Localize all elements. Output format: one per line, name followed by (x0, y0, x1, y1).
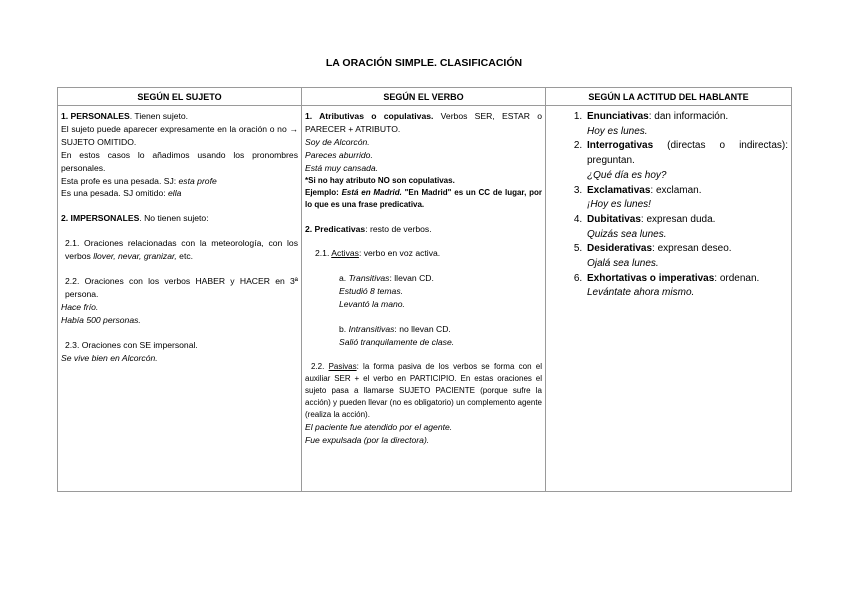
actitud-item (585, 242, 788, 271)
personales-heading: 1. PERSONALES. Tienen sujeto. (61, 111, 189, 121)
actitud-item-description: : ordenan. (714, 272, 760, 284)
atributivas-example-1: Soy de Alcorcón. (305, 136, 370, 147)
actitud-item (585, 184, 788, 213)
copulativas-note-example: Ejemplo: Está en Madrid. "En Madrid" es un CC de lugar, por lo que es una frase predicativa. (305, 187, 542, 209)
transitivas-heading: a. Transitivas: llevan CD. (339, 273, 434, 284)
actitud-item-type: Exhortativas o imperativas (587, 272, 715, 284)
actitud-item-type: Enunciativas (587, 111, 649, 122)
atributivas-heading: 1. Atributivas o copulativas. Verbos SER, ESTAR o PARECER + ATRIBUTO. (305, 111, 542, 134)
personales-example-1: Esta profe es una pesada. SJ: esta profe (61, 175, 217, 186)
actitud-item-description: : expresan deseo. (652, 243, 732, 255)
activas-heading: 2.1. Activas: verbo en voz activa. (315, 248, 441, 259)
actitud-item (585, 139, 788, 183)
actitud-item-type: Desiderativas (587, 243, 653, 255)
actitud-item-description: : dan información. (648, 111, 729, 122)
actitud-item-description: (directas o indirectas): preguntan. (587, 140, 788, 167)
actitud-item-example: Levántate ahora mismo. (587, 287, 695, 299)
actitud-item-example: ¿Qué día es hoy? (587, 169, 667, 181)
copulativas-note: *Si no hay atributo NO son copulativas. (305, 175, 455, 185)
impersonales-2-2-example-2: Había 500 personas. (61, 314, 141, 325)
actitud-item (585, 213, 788, 242)
pasivas-example-1: El paciente fue atendido por el agente. (305, 421, 453, 432)
content-row (58, 106, 792, 492)
personales-text-1: El sujeto puede aparecer expresamente en la oración o no → SUJETO OMITIDO. (61, 123, 298, 147)
actitud-item-type: Interrogativas (587, 140, 654, 152)
actitud-item-example: Hoy es lunes. (587, 125, 648, 137)
transitivas-example-2: Levantó la mano. (339, 299, 405, 310)
page-title: LA ORACIÓN SIMPLE. CLASIFICACIÓN (325, 57, 523, 69)
predicativas-heading: 2. Predicativas: resto de verbos. (305, 223, 432, 234)
classification-table (57, 87, 792, 492)
cell-actitud (546, 106, 792, 492)
transitivas-example-1: Estudió 8 temas. (339, 286, 404, 297)
cell-verbo (302, 106, 546, 492)
personales-text-2: En estos casos lo añadimos usando los pronombres personales. (61, 149, 298, 173)
actitud-item-example: ¡Hoy es lunes! (587, 199, 651, 211)
impersonales-heading: 2. IMPERSONALES. No tienen sujeto: (61, 213, 209, 224)
header-actitud: SEGÚN LA ACTITUD DEL HABLANTE (546, 88, 792, 106)
impersonales-2-3-example: Se vive bien en Alcorcón. (61, 352, 158, 363)
intransitivas-example: Salió tranquilamente de clase. (339, 336, 455, 347)
impersonales-2-2: 2.2. Oraciones con los verbos HABER y HACER en 3ª persona. (65, 276, 298, 299)
header-sujeto: SEGÚN EL SUJETO (58, 88, 302, 106)
pasivas-example-2: Fue expulsada (por la directora). (305, 434, 430, 445)
actitud-item (585, 272, 788, 301)
atributivas-example-2: Pareces aburrido. (305, 149, 373, 160)
intransitivas-heading: b. Intransitivas: no llevan CD. (339, 324, 451, 335)
actitud-item-example: Quizás sea lunes. (587, 228, 667, 240)
actitud-item-description: : exclaman. (650, 184, 702, 196)
pasivas-text: 2.2. Pasivas: la forma pasiva de los verbos se forma con el auxiliar SER + el verbo en PARTICIPIO. En estas oraciones el sujeto pasa a llamarse SUJETO PACIENTE (porque sufre la acción) y pueden llevar (no es obligatorio) un complemento agente (realiza la acción). (305, 361, 542, 419)
atributivas-example-3: Está muy cansada. (305, 162, 379, 173)
impersonales-2-1: 2.1. Oraciones relacionadas con la meteorología, con los verbos llover, nevar, granizar, etc. (65, 238, 298, 262)
cell-sujeto (58, 106, 302, 492)
actitud-item-type: Dubitativas (587, 213, 641, 225)
actitud-item (585, 110, 788, 139)
actitud-item-description: : expresan duda. (640, 213, 716, 225)
actitud-item-type: Exclamativas (587, 184, 651, 196)
impersonales-2-2-example-1: Hace frío. (61, 301, 99, 312)
actitud-item-example: Ojalá sea lunes. (587, 258, 659, 270)
actitud-list (549, 110, 788, 301)
header-verbo: SEGÚN EL VERBO (302, 88, 546, 106)
header-row (58, 88, 792, 106)
personales-example-2: Es una pesada. SJ omitido: ella (61, 188, 182, 199)
impersonales-2-3: 2.3. Oraciones con SE impersonal. (65, 339, 198, 350)
